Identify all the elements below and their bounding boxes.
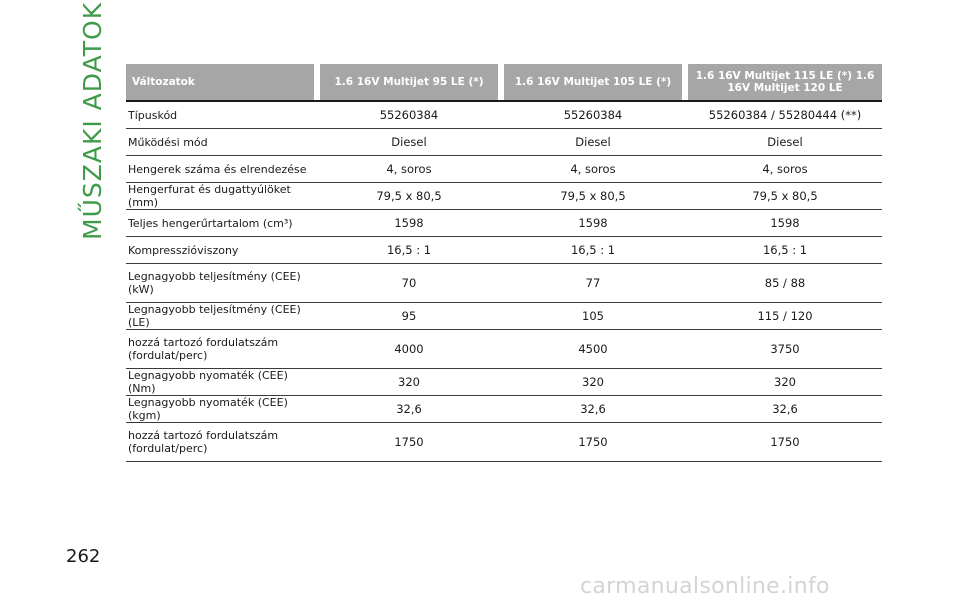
row-value: 4, soros: [504, 156, 682, 183]
section-title: MŰSZAKI ADATOK: [78, 1, 107, 240]
table-row: [126, 303, 882, 330]
row-value: 4, soros: [688, 156, 882, 183]
row-label: Típuskód: [126, 102, 314, 129]
row-label: Legnagyobb nyomaték (CEE) (kgm): [126, 396, 314, 423]
row-value: 16,5 : 1: [688, 237, 882, 264]
watermark-text: carmanualsonline.info: [580, 574, 830, 599]
row-label: Legnagyobb teljesítmény (CEE) (LE): [126, 303, 314, 330]
row-label: hozzá tartozó fordulatszám (fordulat/perc): [126, 330, 314, 369]
row-value: 1598: [504, 210, 682, 237]
table-row: [126, 129, 882, 156]
row-value: Diesel: [504, 129, 682, 156]
table-row: [126, 264, 882, 303]
row-value: 320: [688, 369, 882, 396]
row-value: 3750: [688, 330, 882, 369]
row-value: 320: [320, 369, 498, 396]
table-row: [126, 396, 882, 423]
row-value: 77: [504, 264, 682, 303]
table-header-row: [126, 64, 882, 102]
row-value: 16,5 : 1: [320, 237, 498, 264]
table-row: [126, 156, 882, 183]
row-value: 1750: [504, 423, 682, 462]
row-value: 16,5 : 1: [504, 237, 682, 264]
row-value: Diesel: [688, 129, 882, 156]
row-value: 85 / 88: [688, 264, 882, 303]
row-value: 32,6: [504, 396, 682, 423]
row-value: 79,5 x 80,5: [320, 183, 498, 210]
table-row: [126, 183, 882, 210]
row-value: 320: [504, 369, 682, 396]
table-row: [126, 237, 882, 264]
row-value: 55260384: [320, 102, 498, 129]
row-label: Legnagyobb teljesítmény (CEE) (kW): [126, 264, 314, 303]
row-value: Diesel: [320, 129, 498, 156]
header-variants: Változatok: [126, 64, 314, 102]
row-value: 32,6: [320, 396, 498, 423]
row-value: 4, soros: [320, 156, 498, 183]
row-value: 79,5 x 80,5: [504, 183, 682, 210]
row-value: 95: [320, 303, 498, 330]
row-value: 55260384: [504, 102, 682, 129]
row-label: Kompresszióviszony: [126, 237, 314, 264]
row-label: Működési mód: [126, 129, 314, 156]
row-value: 1750: [688, 423, 882, 462]
row-label: Legnagyobb nyomaték (CEE) (Nm): [126, 369, 314, 396]
header-105le: 1.6 16V Multijet 105 LE (*): [504, 64, 682, 102]
row-value: 115 / 120: [688, 303, 882, 330]
header-95le: 1.6 16V Multijet 95 LE (*): [320, 64, 498, 102]
row-value: 1598: [688, 210, 882, 237]
page-number: 262: [66, 546, 101, 567]
row-value: 32,6: [688, 396, 882, 423]
row-label: Hengerfurat és dugattyúlöket (mm): [126, 183, 314, 210]
table-row: [126, 330, 882, 369]
table-row: [126, 102, 882, 129]
row-label: hozzá tartozó fordulatszám (fordulat/perc): [126, 423, 314, 462]
row-label: Teljes hengerűrtartalom (cm³): [126, 210, 314, 237]
row-value: 1750: [320, 423, 498, 462]
row-value: 4500: [504, 330, 682, 369]
row-value: 105: [504, 303, 682, 330]
row-value: 4000: [320, 330, 498, 369]
table-row: [126, 210, 882, 237]
row-value: 55260384 / 55280444 (**): [688, 102, 882, 129]
row-value: 79,5 x 80,5: [688, 183, 882, 210]
row-value: 1598: [320, 210, 498, 237]
table-row: [126, 423, 882, 462]
row-label: Hengerek száma és elrendezése: [126, 156, 314, 183]
table-row: [126, 369, 882, 396]
header-115-120le: 1.6 16V Multijet 115 LE (*) 1.6 16V Multijet 120 LE: [688, 64, 882, 102]
row-value: 70: [320, 264, 498, 303]
specs-table: [126, 64, 882, 462]
